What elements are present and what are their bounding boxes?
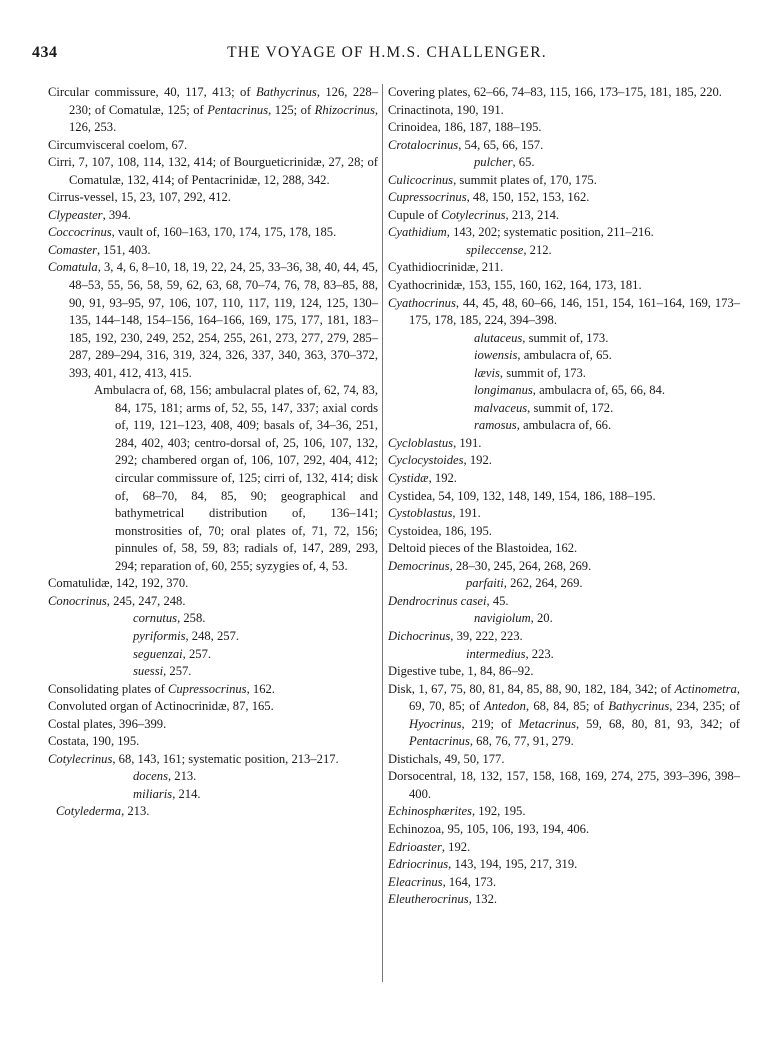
- index-entry: Dendrocrinus casei, 45.: [388, 593, 509, 608]
- index-subentry: parfaiti, 262, 264, 269.: [466, 576, 583, 591]
- index-entry: Cycloblastus, 191.: [388, 435, 482, 450]
- index-entry: Cyathocrinidæ, 153, 155, 160, 162, 164, 173, 181.: [388, 278, 642, 293]
- index-entry: Democrinus, 28–30, 245, 264, 268, 269.: [388, 558, 592, 573]
- index-subentry: alutaceus, summit of, 173.: [474, 330, 609, 345]
- index-entry: Eleutherocrinus, 132.: [388, 892, 498, 907]
- index-entry: Cystoblastus, 191.: [388, 506, 481, 521]
- index-subentry: pulcher, 65.: [474, 155, 535, 170]
- index-subentry: docens, 213.: [133, 769, 197, 784]
- index-subentry: iowensis, ambulacra of, 65.: [474, 348, 612, 363]
- index-entry: Conocrinus, 245, 247, 248.: [48, 593, 186, 608]
- index-entry: Cystidea, 54, 109, 132, 148, 149, 154, 186, 188–195.: [388, 488, 656, 503]
- index-entry: Cupule of Cotylecrinus, 213, 214.: [388, 207, 560, 222]
- index-subentry: suessi, 257.: [133, 664, 192, 679]
- index-entry: Dichocrinus, 39, 222, 223.: [388, 628, 523, 643]
- index-entry: Eleacrinus, 164, 173.: [388, 874, 497, 889]
- index-subentry: malvaceus, summit of, 172.: [474, 400, 614, 415]
- index-entry: Cystoidea, 186, 195.: [388, 523, 492, 538]
- index-subentry: seguenzai, 257.: [133, 646, 212, 661]
- index-entry: Disk, 1, 67, 75, 80, 81, 84, 85, 88, 90, 182, 184, 342; of Actinometra, 69, 70, 85; of Antedon, 68, 84, 85; of Bathycrinus, 234, 235; of Hyocrinus, 219; of Metacrinus, 59, 68, 80, 81, 93, 342; of Pentacrinus, 68, 76, 77, 91, 279.: [388, 681, 741, 749]
- index-entry: Covering plates, 62–66, 74–83, 115, 166, 173–175, 181, 185, 220.: [388, 85, 722, 99]
- index-column-left: [48, 84, 378, 821]
- index-entry: Comatulidæ, 142, 192, 370.: [48, 576, 189, 591]
- index-entry: Crotalocrinus, 54, 65, 66, 157.: [388, 137, 544, 152]
- index-entry: Coccocrinus, vault of, 160–163, 170, 174, 175, 178, 185.: [48, 225, 337, 240]
- index-entry: Cotylecrinus, 68, 143, 161; systematic position, 213–217.: [48, 751, 339, 766]
- index-column-right: [388, 84, 740, 909]
- index-entry: Edriocrinus, 143, 194, 195, 217, 319.: [388, 857, 578, 872]
- index-entry: Edrioaster, 192.: [388, 839, 471, 854]
- column-divider: [382, 84, 383, 982]
- index-entry: Cirri, 7, 107, 108, 114, 132, 414; of Bourgueticrinidæ, 27, 28; of Comatulæ, 132, 414; of Pentacrinidæ, 12, 288, 342.: [48, 155, 378, 187]
- index-subentry: longimanus, ambulacra of, 65, 66, 84.: [474, 383, 665, 398]
- index-entry: Echinosphærites, 192, 195.: [388, 804, 526, 819]
- index-entry: Costal plates, 396–399.: [48, 716, 167, 731]
- index-subentry: spileccense, 212.: [466, 242, 552, 257]
- index-entry: Distichals, 49, 50, 177.: [388, 751, 505, 766]
- index-subentry: ramosus, ambulacra of, 66.: [474, 418, 612, 433]
- index-entry: Comatula, 3, 4, 6, 8–10, 18, 19, 22, 24, 25, 33–36, 38, 40, 44, 45, 48–53, 55, 56, 58, 59, 62, 63, 68, 70–74, 76, 78, 83–85, 88, 90, 91, 93–95, 97, 106, 107, 110, 117, 119, 124, 125, 130–135, 144–148, 154–156, 164–166, 169, 175, 177, 181, 183–185, 192, 230, 249, 252, 254, 255, 261, 273, 277, 279, 285–287, 289–294, 316, 319, 324, 326, 337, 340, 363, 370–372, 393, 401, 412, 413, 415.: [48, 260, 378, 380]
- index-subentry: intermedius, 223.: [466, 646, 554, 661]
- index-subentry: miliaris, 214.: [133, 786, 201, 801]
- index-entry: Cyclocystoides, 192.: [388, 453, 492, 468]
- index-entry: Echinozoa, 95, 105, 106, 193, 194, 406.: [388, 821, 590, 836]
- index-entry: Culicocrinus, summit plates of, 170, 175.: [388, 172, 597, 187]
- index-entry: Cyathocrinus, 44, 45, 48, 60–66, 146, 151, 154, 161–164, 169, 173–175, 178, 185, 224, 394–398.: [388, 295, 740, 328]
- index-subentry: cornutus, 258.: [133, 611, 206, 626]
- index-entry: Cyathidiocrinidæ, 211.: [388, 260, 504, 275]
- index-entry: Cupressocrinus, 48, 150, 152, 153, 162.: [388, 190, 590, 205]
- index-subentry: pyriformis, 248, 257.: [133, 628, 240, 643]
- index-entry: Deltoid pieces of the Blastoidea, 162.: [388, 541, 578, 556]
- index-entry: Circular commissure, 40, 117, 413; of Bathycrinus, 126, 228–230; of Comatulæ, 125; of Pentacrinus, 125; of Rhizocrinus, 126, 253.: [48, 85, 379, 135]
- index-entry: Comaster, 151, 403.: [48, 242, 151, 257]
- index-subentry: lævis, summit of, 173.: [474, 365, 586, 380]
- index-entry: Clypeaster, 394.: [48, 207, 131, 222]
- index-entry: Convoluted organ of Actinocrinidæ, 87, 165.: [48, 699, 274, 714]
- index-entry: Circumvisceral coelom, 67.: [48, 137, 188, 152]
- index-subentry: navigiolum, 20.: [474, 611, 553, 626]
- index-entry: Costata, 190, 195.: [48, 734, 140, 749]
- index-entry: Cyathidium, 143, 202; systematic position, 211–216.: [388, 225, 654, 240]
- index-entry: Cotylederma, 213.: [56, 804, 150, 819]
- index-entry: Digestive tube, 1, 84, 86–92.: [388, 664, 534, 679]
- index-entry: Consolidating plates of Cupressocrinus, 162.: [48, 681, 275, 696]
- page-number: 434: [32, 44, 58, 61]
- index-entry: Crinoidea, 186, 187, 188–195.: [388, 120, 542, 135]
- index-entry: Cystidæ, 192.: [388, 471, 457, 486]
- index-entry: Cirrus-vessel, 15, 23, 107, 292, 412.: [48, 190, 231, 205]
- index-entry: Crinactinota, 190, 191.: [388, 102, 504, 117]
- page-header: [32, 44, 742, 70]
- running-title: THE VOYAGE OF H.M.S. CHALLENGER.: [227, 44, 547, 61]
- index-subentry: Ambulacra of, 68, 156; ambulacral plates of, 62, 74, 83, 84, 175, 181; arms of, 52, 55, 147, 337; axial cords of, 119, 121–123, 408, 409; basals of, 34–36, 251, 284, 402, 403; centro-dorsal of, 25, 106, 107, 132, 292; chambered organ of, 106, 107, 292, 404, 412; circular commissure of, 125; cirri of, 132, 414; disk of, 68–70, 84, 85, 90; geographical and bathymetrical distribution of, 136–141; monstrosities of, 70; oral plates of, 71, 72, 156; pinnules of, 58, 59, 83; radials of, 147, 289, 293, 294; reparation of, 60, 255; syzygies of, 4, 53.: [94, 383, 378, 573]
- index-entry: Dorsocentral, 18, 132, 157, 158, 168, 169, 274, 275, 393–396, 398–400.: [388, 769, 740, 801]
